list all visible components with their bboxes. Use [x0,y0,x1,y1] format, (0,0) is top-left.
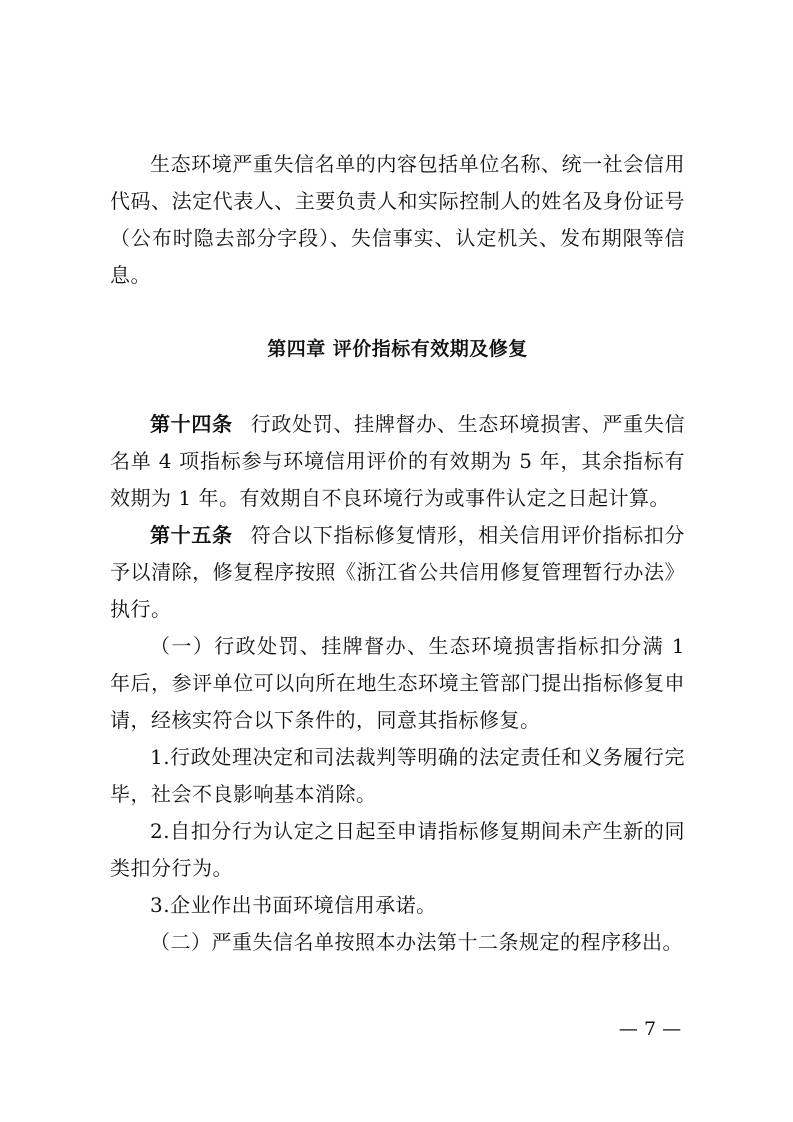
condition-3-paragraph: 3.企业作出书面环境信用承诺。 [150,893,437,917]
chapter-title: 第四章 评价指标有效期及修复 [267,338,528,360]
article-14-text: 行政处罚、挂牌督办、生态环境损害、严重失信名单 4 项指标参与环境信用评价的有效期为 5 年，其余指标有效期为 1 年。有效期自不良环境行为或事件认定之日起计算。 [110,412,685,510]
condition-2-paragraph: 2.自扣分行为认定之日起至申请指标修复期间未产生新的同类扣分行为。 [110,819,685,880]
article-14-paragraph [110,406,685,517]
article-15-label: 第十五条 [150,523,233,547]
page-number: — 7 — [618,1018,682,1040]
article-14-label: 第十四条 [150,412,233,436]
item-2-paragraph: （二）严重失信名单按照本办法第十二条规定的程序移出。 [150,930,683,954]
intro-paragraph: 生态环境严重失信名单的内容包括单位名称、统一社会信用代码、法定代表人、主要负责人和实际控制人的姓名及身份证号（公布时隐去部分字段）、失信事实、认定机关、发布期限等信息。 [110,152,685,287]
article-15-text: 符合以下指标修复情形，相关信用评价指标扣分予以清除，修复程序按照《浙江省公共信用修复管理暂行办法》执行。 [110,523,685,621]
item-1-paragraph: （一）行政处罚、挂牌督办、生态环境损害指标扣分满 1 年后，参评单位可以向所在地生态环境主管部门提出指标修复申请，经核实符合以下条件的，同意其指标修复。 [110,634,685,732]
main-section [110,406,685,961]
article-15-paragraph [110,517,685,628]
condition-1-paragraph: 1.行政处理决定和司法裁判等明确的法定责任和义务履行完毕，社会不良影响基本消除。 [110,745,685,806]
intro-section [110,146,685,294]
